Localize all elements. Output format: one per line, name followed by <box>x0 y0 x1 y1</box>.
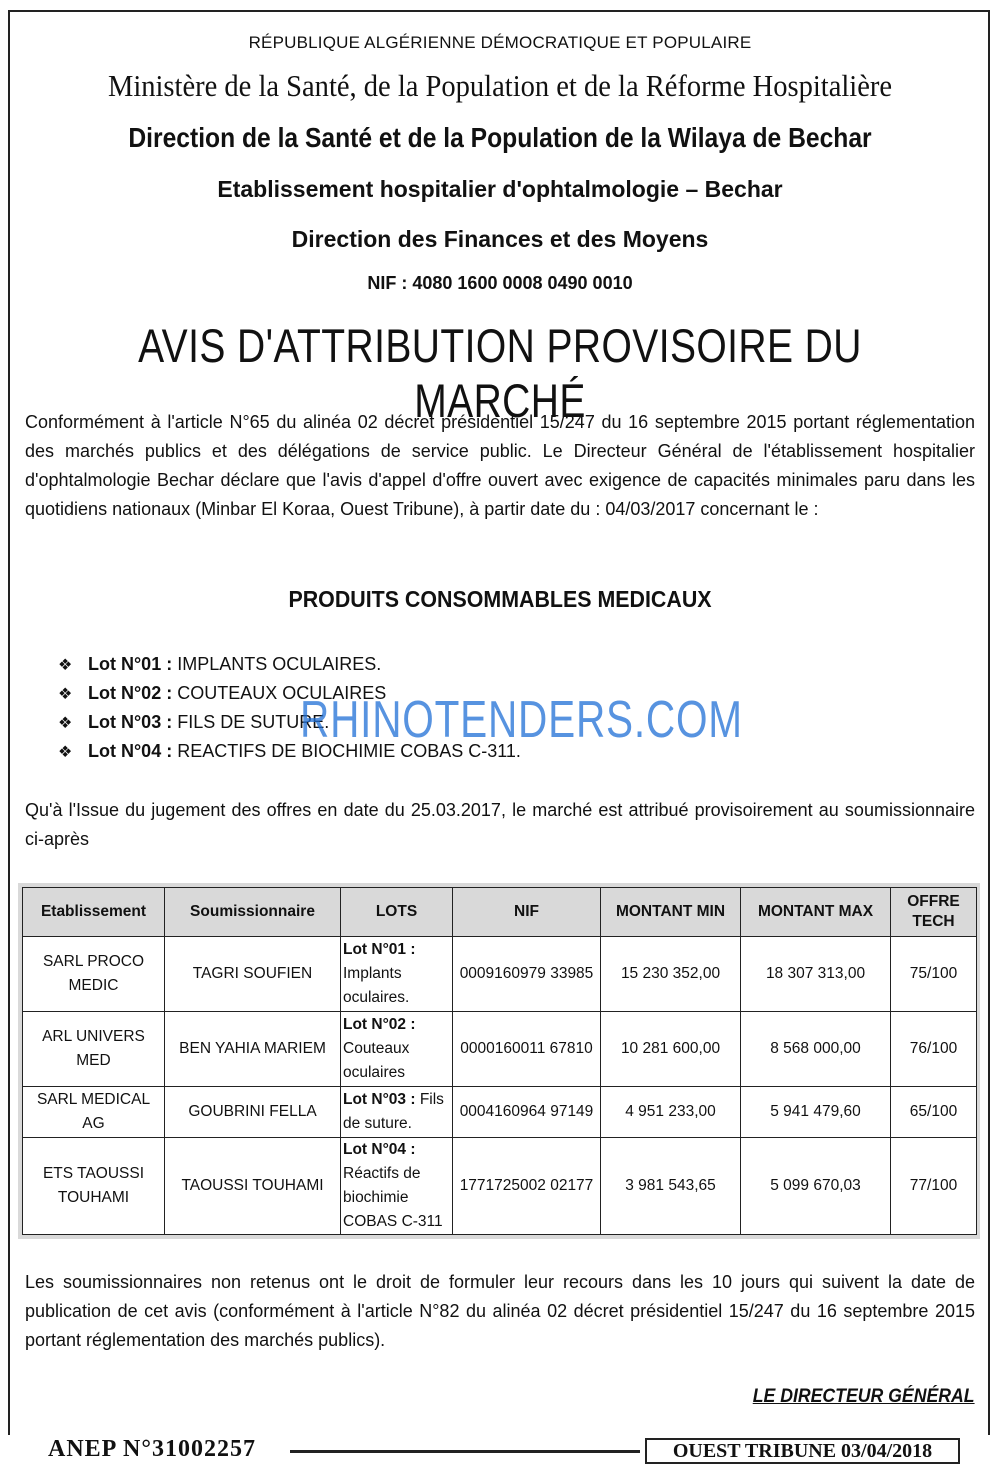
establishment-header: Etablissement hospitalier d'ophtalmologie – Bechar <box>217 176 783 202</box>
section-subtitle: PRODUITS CONSOMMABLES MEDICAUX <box>288 586 712 612</box>
diamond-bullet-icon: ❖ <box>58 686 73 703</box>
cell-montant-min: 10 281 600,00 <box>601 1012 741 1087</box>
cell-offre-tech: 76/100 <box>891 1012 977 1087</box>
column-header: NIF <box>453 888 601 937</box>
column-header: LOTS <box>341 888 453 937</box>
cell-nif: 0004160964 97149 <box>453 1087 601 1138</box>
lot-text: FILS DE SUTURE. <box>172 712 330 732</box>
cell-montant-min: 3 981 543,65 <box>601 1138 741 1235</box>
cell-etablissement: ETS TAOUSSI TOUHAMI <box>23 1138 165 1235</box>
column-header: MONTANT MIN <box>601 888 741 937</box>
cell-lot <box>341 937 453 1012</box>
list-item <box>58 650 521 679</box>
cell-offre-tech: 65/100 <box>891 1087 977 1138</box>
column-header: OFFRE TECH <box>891 888 977 937</box>
cell-nif: 1771725002 02177 <box>453 1138 601 1235</box>
lot-label: Lot N°04 : <box>88 741 173 761</box>
cell-etablissement: SARL MEDICAL AG <box>23 1087 165 1138</box>
finance-header: Direction des Finances et des Moyens <box>291 226 709 252</box>
lot-text: Implants oculaires. <box>343 965 410 1006</box>
footer-divider <box>290 1450 640 1453</box>
table-row <box>23 1012 977 1087</box>
republic-header: RÉPUBLIQUE ALGÉRIENNE DÉMOCRATIQUE ET POPULAIRE <box>248 33 752 52</box>
cell-lot <box>341 1012 453 1087</box>
cell-offre-tech: 75/100 <box>891 937 977 1012</box>
cell-montant-max: 5 941 479,60 <box>741 1087 891 1138</box>
cell-soumissionnaire: TAOUSSI TOUHAMI <box>165 1138 341 1235</box>
cell-soumissionnaire: TAGRI SOUFIEN <box>165 937 341 1012</box>
ministry-header: Ministère de la Santé, de la Population et de la Réforme Hospitalière <box>107 68 893 103</box>
anep-number: ANEP N°31002257 <box>48 1436 256 1462</box>
table-row <box>23 937 977 1012</box>
judgement-paragraph: Qu'à l'Issue du jugement des offres en date du 25.03.2017, le marché est attribué provisoirement au soumissionnaire ci-après <box>25 800 975 849</box>
cell-montant-max: 5 099 670,03 <box>741 1138 891 1235</box>
notice-title: AVIS D'ATTRIBUTION PROVISOIRE DU MARCHÉ <box>138 319 862 427</box>
diamond-bullet-icon: ❖ <box>58 744 73 761</box>
lot-text: Fils de suture. <box>343 1091 444 1132</box>
intro-paragraph: Conformément à l'article N°65 du alinéa 02 décret présidentiel 15/247 du 16 septembre 2015 portant réglementation des marchés publics et des délégations de service public. Le Directeur Général de l'établissement hospitalier d'ophtalmologie Bechar déclare que l'avis d'appel d'offre ouvert avec exigence de capacités minimales paru dans les quotidiens nationaux (Minbar El Koraa, Ouest Tribune), à partir date du : 04/03/2017 concernant le : <box>25 412 975 519</box>
lot-label: Lot N°02 : <box>88 683 173 703</box>
lot-text: Couteaux oculaires <box>343 1040 410 1081</box>
lot-label: Lot N°02 : <box>343 1016 416 1033</box>
cell-soumissionnaire: GOUBRINI FELLA <box>165 1087 341 1138</box>
table-row <box>23 1138 977 1235</box>
cell-etablissement: SARL PROCO MEDIC <box>23 937 165 1012</box>
lot-label: Lot N°04 : <box>343 1141 416 1158</box>
award-table <box>22 887 977 1235</box>
cell-nif: 0009160979 33985 <box>453 937 601 1012</box>
lot-text: COUTEAUX OCULAIRES <box>172 683 387 703</box>
nif-header: NIF : 4080 1600 0008 0490 0010 <box>367 273 633 293</box>
cell-lot <box>341 1087 453 1138</box>
cell-montant-max: 18 307 313,00 <box>741 937 891 1012</box>
direction-header: Direction de la Santé et de la Population de la Wilaya de Bechar <box>128 122 872 153</box>
cell-nif: 0000160011 67810 <box>453 1012 601 1087</box>
watermark: RHINOTENDERS.COM <box>300 691 743 749</box>
cell-montant-max: 8 568 000,00 <box>741 1012 891 1087</box>
cell-offre-tech: 77/100 <box>891 1138 977 1235</box>
lot-label: Lot N°03 : <box>88 712 173 732</box>
cell-montant-min: 4 951 233,00 <box>601 1087 741 1138</box>
cell-montant-min: 15 230 352,00 <box>601 937 741 1012</box>
award-table-container <box>18 883 980 1239</box>
column-header: Soumissionnaire <box>165 888 341 937</box>
table-row <box>23 1087 977 1138</box>
column-header: Etablissement <box>23 888 165 937</box>
table-header-row <box>23 888 977 937</box>
lot-text: Réactifs de biochimie COBAS C-311 <box>343 1165 443 1230</box>
cell-soumissionnaire: BEN YAHIA MARIEM <box>165 1012 341 1087</box>
lot-text: IMPLANTS OCULAIRES. <box>172 654 382 674</box>
cell-etablissement: ARL UNIVERS MED <box>23 1012 165 1087</box>
lot-label: Lot N°01 : <box>88 654 173 674</box>
newspaper-box: OUEST TRIBUNE 03/04/2018 <box>645 1438 960 1464</box>
signature: LE DIRECTEUR GÉNÉRAL <box>753 1386 975 1407</box>
lot-label: Lot N°01 : <box>343 941 416 958</box>
column-header: MONTANT MAX <box>741 888 891 937</box>
diamond-bullet-icon: ❖ <box>58 715 73 732</box>
lot-text: REACTIFS DE BIOCHIMIE COBAS C-311. <box>172 741 521 761</box>
diamond-bullet-icon: ❖ <box>58 657 73 674</box>
lot-label: Lot N°03 : <box>343 1091 416 1108</box>
cell-lot <box>341 1138 453 1235</box>
closing-paragraph: Les soumissionnaires non retenus ont le droit de formuler leur recours dans les 10 jours qui suivent la date de publication de cet avis (conformément à l'article N°82 du alinéa 02 décret présidentiel 15/247 du 16 septembre 2015 portant réglementation des marchés publics). <box>25 1272 975 1350</box>
